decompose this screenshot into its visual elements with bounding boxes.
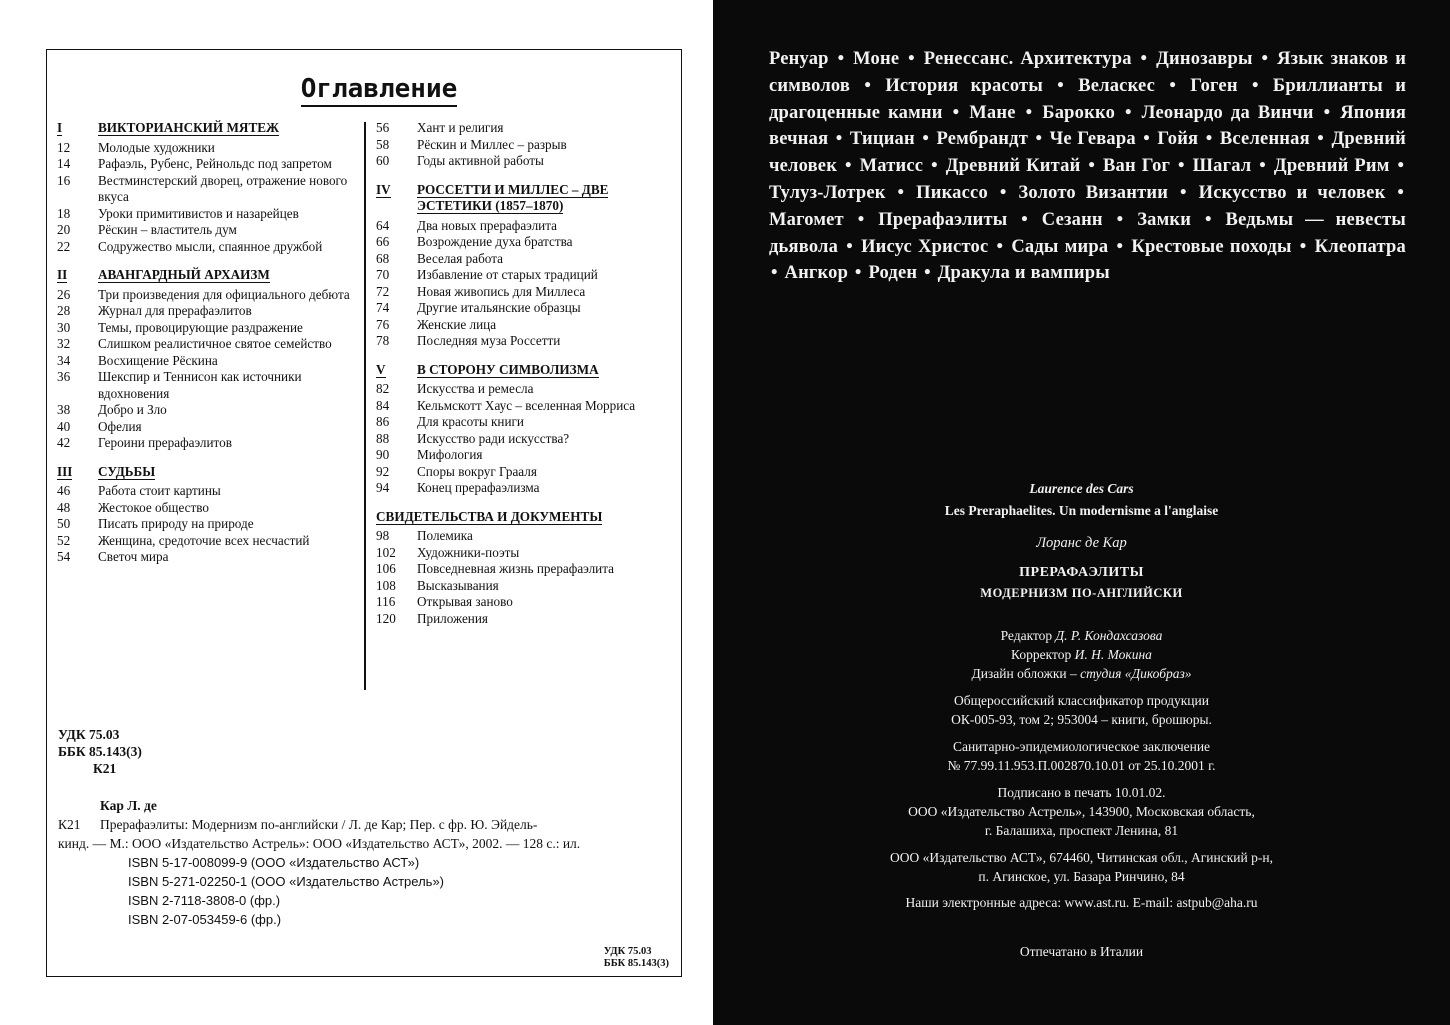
series-title: Ведьмы — невесты дьявола [769,209,1407,257]
toc-entry-page: 82 [376,381,390,396]
toc-entry-page: 84 [376,397,390,413]
udk-code: УДК 75.03 [58,727,120,742]
bullet-separator: • [996,236,1004,257]
original-author: Laurence des Cars [1029,481,1134,496]
toc-entry-title: Шекспир и Теннисон как источники вдохновения [98,369,302,401]
series-title: Дракула и вампиры [937,263,1110,284]
toc-section-title-text: СУДЬБЫ [98,463,156,479]
bullet-separator: • [897,182,905,203]
corner-codes [604,946,669,970]
toc-entry-page: 92 [376,463,390,479]
sanitary-block: Санитарно-эпидемиологическое заключение № 77.99.11.953.П.002870.10.01 от 25.10.2001 г. [947,739,1216,773]
toc-section-number [57,464,98,481]
toc-section-number [376,362,417,379]
toc-entry-title: Высказывания [417,577,499,593]
bullet-separator: • [1088,156,1096,177]
toc-entry-page: 88 [376,430,390,446]
original-title: Les Preraphaelites. Un modernisme a l'anglaise [944,503,1219,518]
bullet-separator: • [1035,129,1043,150]
toc-entry [376,317,676,334]
toc-entry [57,320,357,337]
toc-entry-page: 64 [376,217,390,233]
bullet-separator: • [1143,129,1150,150]
toc-entry-title: Писать природу на природе [98,516,254,531]
series-title: Ренессанс. Архитектура [923,49,1132,69]
toc-entry-title: Женщина, средоточие всех несчастий [98,532,310,548]
toc-entry-title: Рёскин и Миллес – разрыв [417,136,567,152]
toc-section-number [376,182,417,215]
series-title: Ван Гог [1102,156,1171,177]
isbn-line: ISBN 5-17-008099-9 (ООО «Издательство АСТ») [128,855,420,870]
toc-entry-title: Искусства и ремесла [417,381,534,396]
bullet-separator: • [1057,75,1064,96]
toc-left-column [57,120,357,566]
series-title: Вселенная [1219,129,1310,150]
toc-entry [376,545,676,562]
isbn-line: ISBN 2-07-053459-6 (фр.) [128,912,282,927]
imprint [713,480,1450,961]
toc-entry [376,120,676,137]
toc-entry-page: 90 [376,447,390,462]
toc-entry [57,336,357,353]
record-description-line2: кинд. — М.: ООО «Издательство Астрель»: ООО «Издательство АСТ», 2002. — 128 с.: ил. [58,836,581,851]
toc-entry [376,137,676,154]
toc-section-title-text: АВАНГАРДНЫЙ АРХАИЗМ [98,267,270,282]
bullet-separator: • [1116,236,1124,257]
toc-entry-page: 28 [57,303,71,318]
toc-entry-page: 120 [376,610,396,626]
toc-entry [376,431,676,448]
toc-entry-page: 94 [376,480,390,495]
series-title: Магомет [769,209,844,230]
toc-entry [376,381,676,398]
toc-section-title-text: В СТОРОНУ СИМВОЛИЗМА [417,361,599,377]
toc-entry-title: Последняя муза Россетти [417,333,561,348]
toc-entry-page: 32 [57,336,71,351]
toc-entry-title: Для красоты книги [417,414,524,429]
toc-entry-title: Восхищение Рёскина [98,352,218,368]
toc-entry-title: Содружество мысли, спаянное дружбой [98,238,323,254]
toc-entry [376,480,676,497]
series-title: Роден [868,263,918,284]
series-title: Древний Китай [945,156,1081,177]
bullet-separator: • [864,75,872,96]
toc-entry-page: 116 [376,594,396,609]
toc-entry [376,578,676,595]
series-title: Прерафаэлиты [878,209,1008,230]
toc-entry-title: Журнал для прерафаэлитов [98,303,252,318]
series-title: Барокко [1042,102,1116,123]
toc-entry [376,611,676,628]
series-title: Рембрандт [936,129,1029,150]
publisher-astrel-block: Подписано в печать 10.01.02. ООО «Издательство Астрель», 143900, Московская область, г. Балашиха, проспект Ленина, 81 [908,785,1255,838]
toc-entry-page: 70 [376,267,390,282]
bullet-separator: • [1261,49,1269,69]
series-title: Древний Рим [1273,156,1390,177]
bullet-separator: • [837,49,845,69]
series-title: Сады мира [1011,236,1109,257]
bullet-separator: • [1025,102,1033,123]
series-title: Веласкес [1078,75,1156,96]
toc-entry-title: Рафаэль, Рубенс, Рейнольдс под запретом [98,156,332,171]
russian-subtitle: МОДЕРНИЗМ ПО-АНГЛИЙСКИ [980,586,1183,600]
toc-entry-page: 22 [57,238,71,254]
toc-entry [376,464,676,481]
toc-entry [57,533,357,550]
toc-entry-title: Вестминстерский дворец, отражение нового вкуса [98,172,348,204]
record-description-line1: Прерафаэлиты: Модернизм по-английски / Л. де Кар; Пер. с фр. Ю. Эйдель- [100,817,538,832]
series-title: Тулуз-Лотрек [769,182,886,203]
series-title: Искусство и человек [1198,182,1386,203]
series-title: Бриллианты и драгоценные камни [769,75,1407,123]
toc-entry [57,303,357,320]
isbn-line: ISBN 2-7118-3808-0 (фр.) [128,893,281,908]
toc-entry [57,516,357,533]
bullet-separator: • [952,102,960,123]
series-title: Клеопатра [1314,236,1406,257]
toc-section-number [57,267,98,284]
toc-entry-page: 54 [57,549,71,564]
bullet-separator: • [924,263,931,284]
toc-section-heading [376,362,676,379]
series-title: Ангкор [784,263,849,284]
toc-entry-page: 66 [376,234,390,249]
toc-entry-title: Веселая работа [417,250,503,266]
series-title: Шагал [1192,156,1252,177]
udk-block [58,726,142,777]
toc-entry [376,234,676,251]
toc-entry-title: Офелия [98,418,142,434]
column-divider [364,122,366,690]
toc-entry-title: Мифология [417,447,483,462]
bullet-separator: • [1251,75,1259,96]
toc-entry [376,594,676,611]
series-title: Че Гевара [1049,129,1136,150]
toc-entry-page: 30 [57,319,71,335]
toc-entry-title: Возрождение духа братства [417,234,573,249]
toc-entry-title: Рёскин – властитель дум [98,222,237,237]
toc-entry-page: 56 [376,120,390,135]
toc-entry-page: 26 [57,286,71,302]
toc-entry-title: Другие итальянские образцы [417,300,581,315]
bullet-separator: • [1116,209,1124,230]
toc-entry-title: Три произведения для официального дебюта [98,286,350,302]
toc-entry-page: 46 [57,483,71,498]
toc-entry-page: 20 [57,222,71,237]
toc-entry-page: 12 [57,139,71,155]
toc-entry [57,173,357,206]
isbn-line: ISBN 5-271-02250-1 (ООО «Издательство Астрель») [128,874,444,889]
toc-entry [57,287,357,304]
bullet-separator: • [1397,156,1405,177]
toc-entry-title: Женские лица [417,316,497,332]
toc-section-title [98,120,357,137]
toc-entry-page: 60 [376,153,390,168]
corner-udk: УДК 75.03 [603,946,652,957]
toc-entry [376,414,676,431]
author-mark: К21 [93,761,117,776]
toc-entry-title: Жестокое общество [98,499,209,515]
toc-entry-page: 78 [376,333,390,348]
bullet-separator: • [1205,129,1213,150]
bullet-separator: • [1299,236,1307,257]
toc-entry [57,353,357,370]
bullet-separator: • [1169,75,1176,96]
toc-entry-page: 14 [57,156,71,171]
toc-entry-title: Полемика [417,528,473,543]
record-author-mark: К21 [58,817,81,832]
series-title: Динозавры [1156,49,1253,69]
toc-entry-title: Споры вокруг Грааля [417,463,537,479]
toc-entry [376,153,676,170]
toc-entry-page: 76 [376,316,390,332]
bullet-separator: • [835,129,843,150]
toc-entry-title: Светоч мира [98,549,169,564]
toc-section-title-text: ВИКТОРИАНСКИЙ МЯТЕЖ [98,120,280,135]
toc-section-heading [57,267,357,284]
toc-entry-page: 74 [376,300,390,315]
bullet-separator: • [1259,156,1266,177]
toc-entry-title: Конец прерафаэлизма [417,480,540,495]
toc-entry [376,528,676,545]
toc-section-number-text: II [57,267,68,282]
bullet-separator: • [771,263,778,284]
toc-right-column [376,120,676,627]
catalog-frame [46,49,682,977]
russian-author: Лоранс де Кар [1036,535,1127,551]
series-title: Золото Византии [1018,182,1169,203]
series-title: Матисс [859,156,924,177]
bullet-separator: • [1180,182,1187,203]
toc-entry-page: 108 [376,577,396,593]
series-title: Иисус Христос [861,236,989,257]
bullet-separator: • [1204,209,1212,230]
toc-section-number-text: I [57,120,63,135]
toc-entry [57,239,357,256]
toc-entry [376,251,676,268]
bullet-separator: • [1178,156,1185,177]
bullet-separator: • [846,236,853,257]
bullet-separator: • [999,182,1007,203]
bibliographic-record [58,796,673,929]
cover-design-line: Дизайн обложки – студия «Дикобраз» [971,666,1192,681]
toc-entry-page: 34 [57,352,71,368]
toc-entry-title: Открывая заново [417,594,513,609]
toc-entry [57,419,357,436]
toc-section-number [57,120,98,137]
toc-entry-page: 16 [57,172,71,188]
toc-section-heading [376,509,676,526]
series-title: Древний человек [769,129,1407,177]
series-title: Тициан [849,129,915,150]
toc-entry-page: 86 [376,414,390,429]
bullet-separator: • [844,156,852,177]
printed-in-line: Отпечатано в Италии [1019,944,1144,959]
toc-section-title [417,362,676,379]
toc-entry-title: Уроки примитивистов и назарейцев [98,205,299,221]
series-title: Язык знаков и символов [769,49,1407,96]
bullet-separator: • [854,263,862,284]
toc-entry-title: Кельмскотт Хаус – вселенная Морриса [417,397,636,413]
toc-entry-page: 18 [57,205,71,221]
editor-line: Редактор Д. Р. Кондахсазова [1000,628,1163,643]
toc-entry-title: Новая живопись для Миллеса [417,283,586,299]
series-title: История красоты [885,75,1043,96]
toc-section-title-text: РОССЕТТИ И МИЛЛЕС – ДВЕ ЭСТЕТИКИ (1857–1870) [417,181,609,213]
toc-entry-title: Искусство ради искусства? [417,430,570,446]
toc-entry-title: Избавление от старых традиций [417,267,598,282]
toc-entry-page: 58 [376,136,390,152]
series-title: Сезанн [1041,209,1103,230]
toc-entry [57,206,357,223]
bullet-separator: • [1125,102,1132,123]
series-title: Моне [853,49,900,69]
bullet-separator: • [857,209,865,230]
credits [713,626,1450,683]
toc-entry-title: Приложения [417,610,488,626]
series-list [769,46,1406,287]
toc-entry-page: 98 [376,528,390,543]
bullet-separator: • [1021,209,1028,230]
toc-section-title-text: СВИДЕТЕЛЬСТВА И ДОКУМЕНТЫ [376,508,603,524]
toc-section-title [376,509,676,526]
series-title: Гоген [1190,75,1238,96]
toc-entry [376,284,676,301]
corner-bbk: ББК 85.143(3) [603,958,669,969]
email-line: Наши электронные адреса: www.ast.ru. E-mail: astpub@aha.ru [905,895,1258,910]
toc-entry-title: Работа стоит картины [98,483,221,498]
series-title: Япония вечная [769,102,1407,150]
toc-entry-title: Хант и религия [417,120,504,135]
toc-entry-title: Художники-поэты [417,544,520,560]
toc-entry-page: 102 [376,544,396,560]
bullet-separator: • [922,129,929,150]
toc-entry [376,333,676,350]
toc-entry-title: Темы, провоцирующие раздражение [98,319,303,335]
toc-section-heading [57,120,357,137]
bullet-separator: • [1140,49,1148,69]
toc-entry [376,218,676,235]
toc-entry [376,447,676,464]
toc-entry [57,549,357,566]
toc-entry [57,483,357,500]
series-title: Леонардо да Винчи [1141,102,1314,123]
record-author: Кар Л. де [100,798,157,813]
toc-entry-page: 42 [57,435,71,450]
series-title: Пикассо [916,182,988,203]
series-title: Мане [969,102,1016,123]
toc-entry-page: 52 [57,532,71,548]
toc-section-title [98,464,357,481]
toc-entry-page: 38 [57,402,71,417]
toc-entry-page: 36 [57,369,71,384]
series-title: Крестовые походы [1131,236,1292,257]
toc-section-number-text: III [57,463,73,479]
toc-entry-page: 48 [57,499,71,515]
left-page [0,0,713,1025]
toc-entry-page: 106 [376,561,396,576]
toc-entry [376,300,676,317]
toc-entry [57,222,357,239]
toc-section-heading [376,182,676,215]
toc-entry [57,500,357,517]
toc-entry-title: Слишком реалистичное святое семейство [98,336,332,351]
record-description-row [58,815,673,834]
toc-entry-title: Годы активной работы [417,153,544,168]
toc-heading: Оглавление [47,74,681,104]
bullet-separator: • [1397,182,1405,203]
toc-section-number-text: IV [376,181,391,197]
toc-entry-title: Добро и Зло [98,402,167,417]
toc-entry [376,398,676,415]
right-page [713,0,1450,1025]
toc-entry [376,561,676,578]
toc-section-title [417,182,676,215]
series-title: Гойя [1157,129,1199,150]
toc-entry-title: Героини прерафаэлитов [98,435,232,450]
toc-entry [57,435,357,452]
bullet-separator: • [1323,102,1331,123]
corrector-line: Корректор И. Н. Мокина [1011,647,1152,662]
toc-entry [376,267,676,284]
toc-section-heading [57,464,357,481]
toc-entry-page: 50 [57,516,71,531]
bullet-separator: • [1317,129,1324,150]
bullet-separator: • [931,156,938,177]
toc-entry [57,140,357,157]
publisher-ast-block: ООО «Издательство АСТ», 674460, Читинская обл., Агинский р-н, п. Агинское, ул. Базара Ринчино, 84 [890,850,1273,884]
toc-entry-page: 40 [57,418,71,434]
toc-entry-page: 72 [376,283,390,299]
classifier-block: Общероссийский классификатор продукции ОК-005-93, том 2; 953004 – книги, брошюры. [951,693,1212,727]
bullet-separator: • [908,49,915,69]
russian-title: ПРЕРАФАЭЛИТЫ [1019,565,1144,580]
toc-entry [57,402,357,419]
series-title: Замки [1137,209,1192,230]
toc-entry-title: Два новых прерафаэлита [417,217,558,233]
toc-entry-title: Повседневная жизнь прерафаэлита [417,561,615,576]
toc-entry [57,369,357,402]
bbk-code: ББК 85.143(3) [58,744,142,759]
toc-section-number-text: V [376,361,386,377]
toc-entry-page: 68 [376,250,390,266]
toc-section-title [98,267,357,284]
toc-entry [57,156,357,173]
series-title: Ренуар [769,49,829,69]
toc-entry-title: Молодые художники [98,139,215,155]
